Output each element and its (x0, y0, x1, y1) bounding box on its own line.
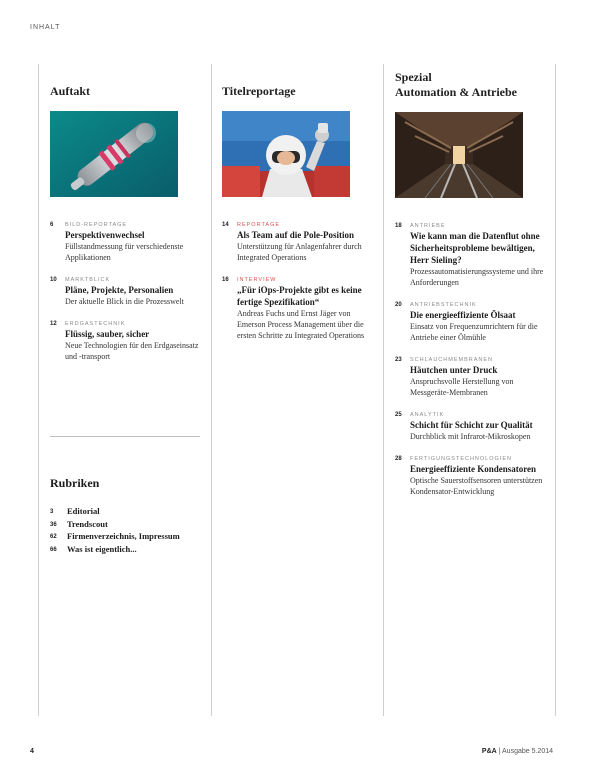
entry-description: Einsatz von Frequenzumrichtern für die Antriebe einer Ölmühle (410, 322, 538, 342)
column-title-line1: Spezial (395, 70, 432, 84)
column-spezial (395, 70, 545, 510)
entry-category: MARKTBLICK (65, 277, 111, 283)
page-number: 36 (50, 521, 57, 528)
column-title (395, 70, 545, 100)
entry-description: Neue Technologien für den Erdgaseinsatz und -transport (65, 341, 199, 361)
page-number: 62 (50, 534, 57, 540)
toc-entry[interactable] (222, 221, 372, 263)
entry-description: Füllstandmessung für verschiedenste Applikationen (65, 242, 184, 262)
page-number: 20 (395, 302, 402, 308)
section-label: INHALT (30, 24, 61, 31)
conveyor-tunnel-photo (395, 112, 523, 198)
toc-entry[interactable] (222, 276, 372, 341)
entry-title: Energieeffiziente Kondensatoren (410, 464, 537, 474)
entry-title: Flüssig, sauber, sicher (65, 329, 150, 339)
toc-entry[interactable] (395, 356, 545, 398)
entry-description: Durchblick mit Infrarot-Mikroskopen (410, 432, 531, 441)
rubriken-title: Rubriken (50, 476, 100, 490)
section-divider (50, 436, 200, 437)
entry-title: Pläne, Projekte, Personalien (65, 285, 174, 295)
page-number: 28 (395, 456, 402, 462)
rubrik-item[interactable] (50, 518, 180, 531)
rubriken-list (50, 505, 180, 555)
toc-entry[interactable] (395, 222, 545, 288)
toc-entry[interactable] (395, 301, 545, 343)
entry-category: ANALYTIK (410, 412, 445, 418)
entry-title: Als Team auf die Pole-Position (237, 230, 355, 240)
column-rule (555, 64, 556, 716)
page-number: 16 (222, 277, 229, 283)
column-title: Titelreportage (222, 84, 296, 98)
entry-description: Unterstützung für Anlagenfahrer durch Integrated Operations (237, 242, 362, 262)
entry-category: ERDGASTECHNIK (65, 321, 126, 327)
column-auftakt (50, 70, 200, 375)
rubrik-label: Trendscout (67, 518, 108, 529)
toc-entry[interactable] (50, 320, 200, 362)
page-number: 18 (395, 223, 402, 229)
rubrik-label: Was ist eigentlich... (67, 543, 137, 554)
page-number: 6 (50, 222, 54, 228)
page-number: 3 (50, 509, 54, 515)
page-number: 25 (395, 412, 402, 418)
page-number: 66 (50, 546, 57, 553)
rubrik-item[interactable] (50, 505, 180, 518)
rubrik-label: Editorial (67, 506, 100, 516)
rubrik-item[interactable] (50, 530, 180, 543)
entry-description: Optische Sauerstoffsensoren unterstützen Kondensator-Entwicklung (410, 476, 543, 496)
cable-connector-photo (50, 111, 178, 197)
page-number: 10 (50, 277, 57, 283)
entry-description: Der aktuelle Blick in die Prozesswelt (65, 297, 184, 306)
footer-magazine (482, 748, 553, 755)
entry-category: REPORTAGE (237, 222, 281, 228)
page-number: 12 (50, 321, 57, 327)
column-rule (383, 64, 384, 716)
toc-entry[interactable] (395, 455, 545, 497)
toc-entry[interactable] (395, 411, 545, 442)
column-rule (211, 64, 212, 716)
entry-title: Wie kann man die Datenflut ohne Sicherheitsprobleme bewältigen, Herr Sieling? (410, 231, 540, 265)
toc-entry[interactable] (50, 276, 200, 307)
entry-description: Anspruchsvolle Herstellung von Messgeräte-Membranen (410, 377, 514, 397)
entry-category: SCHLAUCHMEMBRANEN (410, 357, 494, 363)
page-number: 23 (395, 357, 402, 363)
entry-title: Häutchen unter Druck (410, 365, 498, 375)
rubrik-item[interactable] (50, 543, 180, 556)
entry-category: BILD-REPORTAGE (65, 222, 128, 228)
column-title: Auftakt (50, 84, 91, 98)
entry-category: INTERVIEW (237, 277, 277, 283)
entry-description: Prozessautomatisierungssysteme und ihre Anforderungen (410, 267, 544, 287)
race-driver-photo (222, 111, 350, 197)
entry-title: „Für iOps-Projekte gibt es keine fertige Spezifikation“ (237, 285, 362, 307)
toc-entry[interactable] (50, 221, 200, 263)
entry-category: ANTRIEBE (410, 223, 446, 229)
column-titelreportage (222, 70, 372, 354)
column-title-line2: Automation & Antriebe (395, 85, 517, 99)
page-number: 14 (222, 222, 229, 228)
rubrik-label: Firmenverzeichnis, Impressum (67, 531, 180, 541)
magazine-issue: | Ausgabe 5.2014 (496, 748, 553, 755)
entry-description: Andreas Fuchs und Ernst Jäger von Emerson Process Management über die ersten Schritte zu Integrated Operations (237, 309, 365, 340)
entry-title: Die energieeffiziente Ölsaat (410, 310, 516, 320)
entry-category: FERTIGUNGSTECHNOLOGIEN (410, 456, 512, 462)
magazine-brand: P&A (481, 748, 497, 755)
column-rule (38, 64, 39, 716)
entry-title: Schicht für Schicht zur Qualität (410, 420, 533, 430)
entry-title: Perspektivenwechsel (65, 230, 145, 240)
footer-page-number: 4 (30, 748, 34, 755)
entry-category: ANTRIEBSTECHNIK (410, 302, 477, 308)
